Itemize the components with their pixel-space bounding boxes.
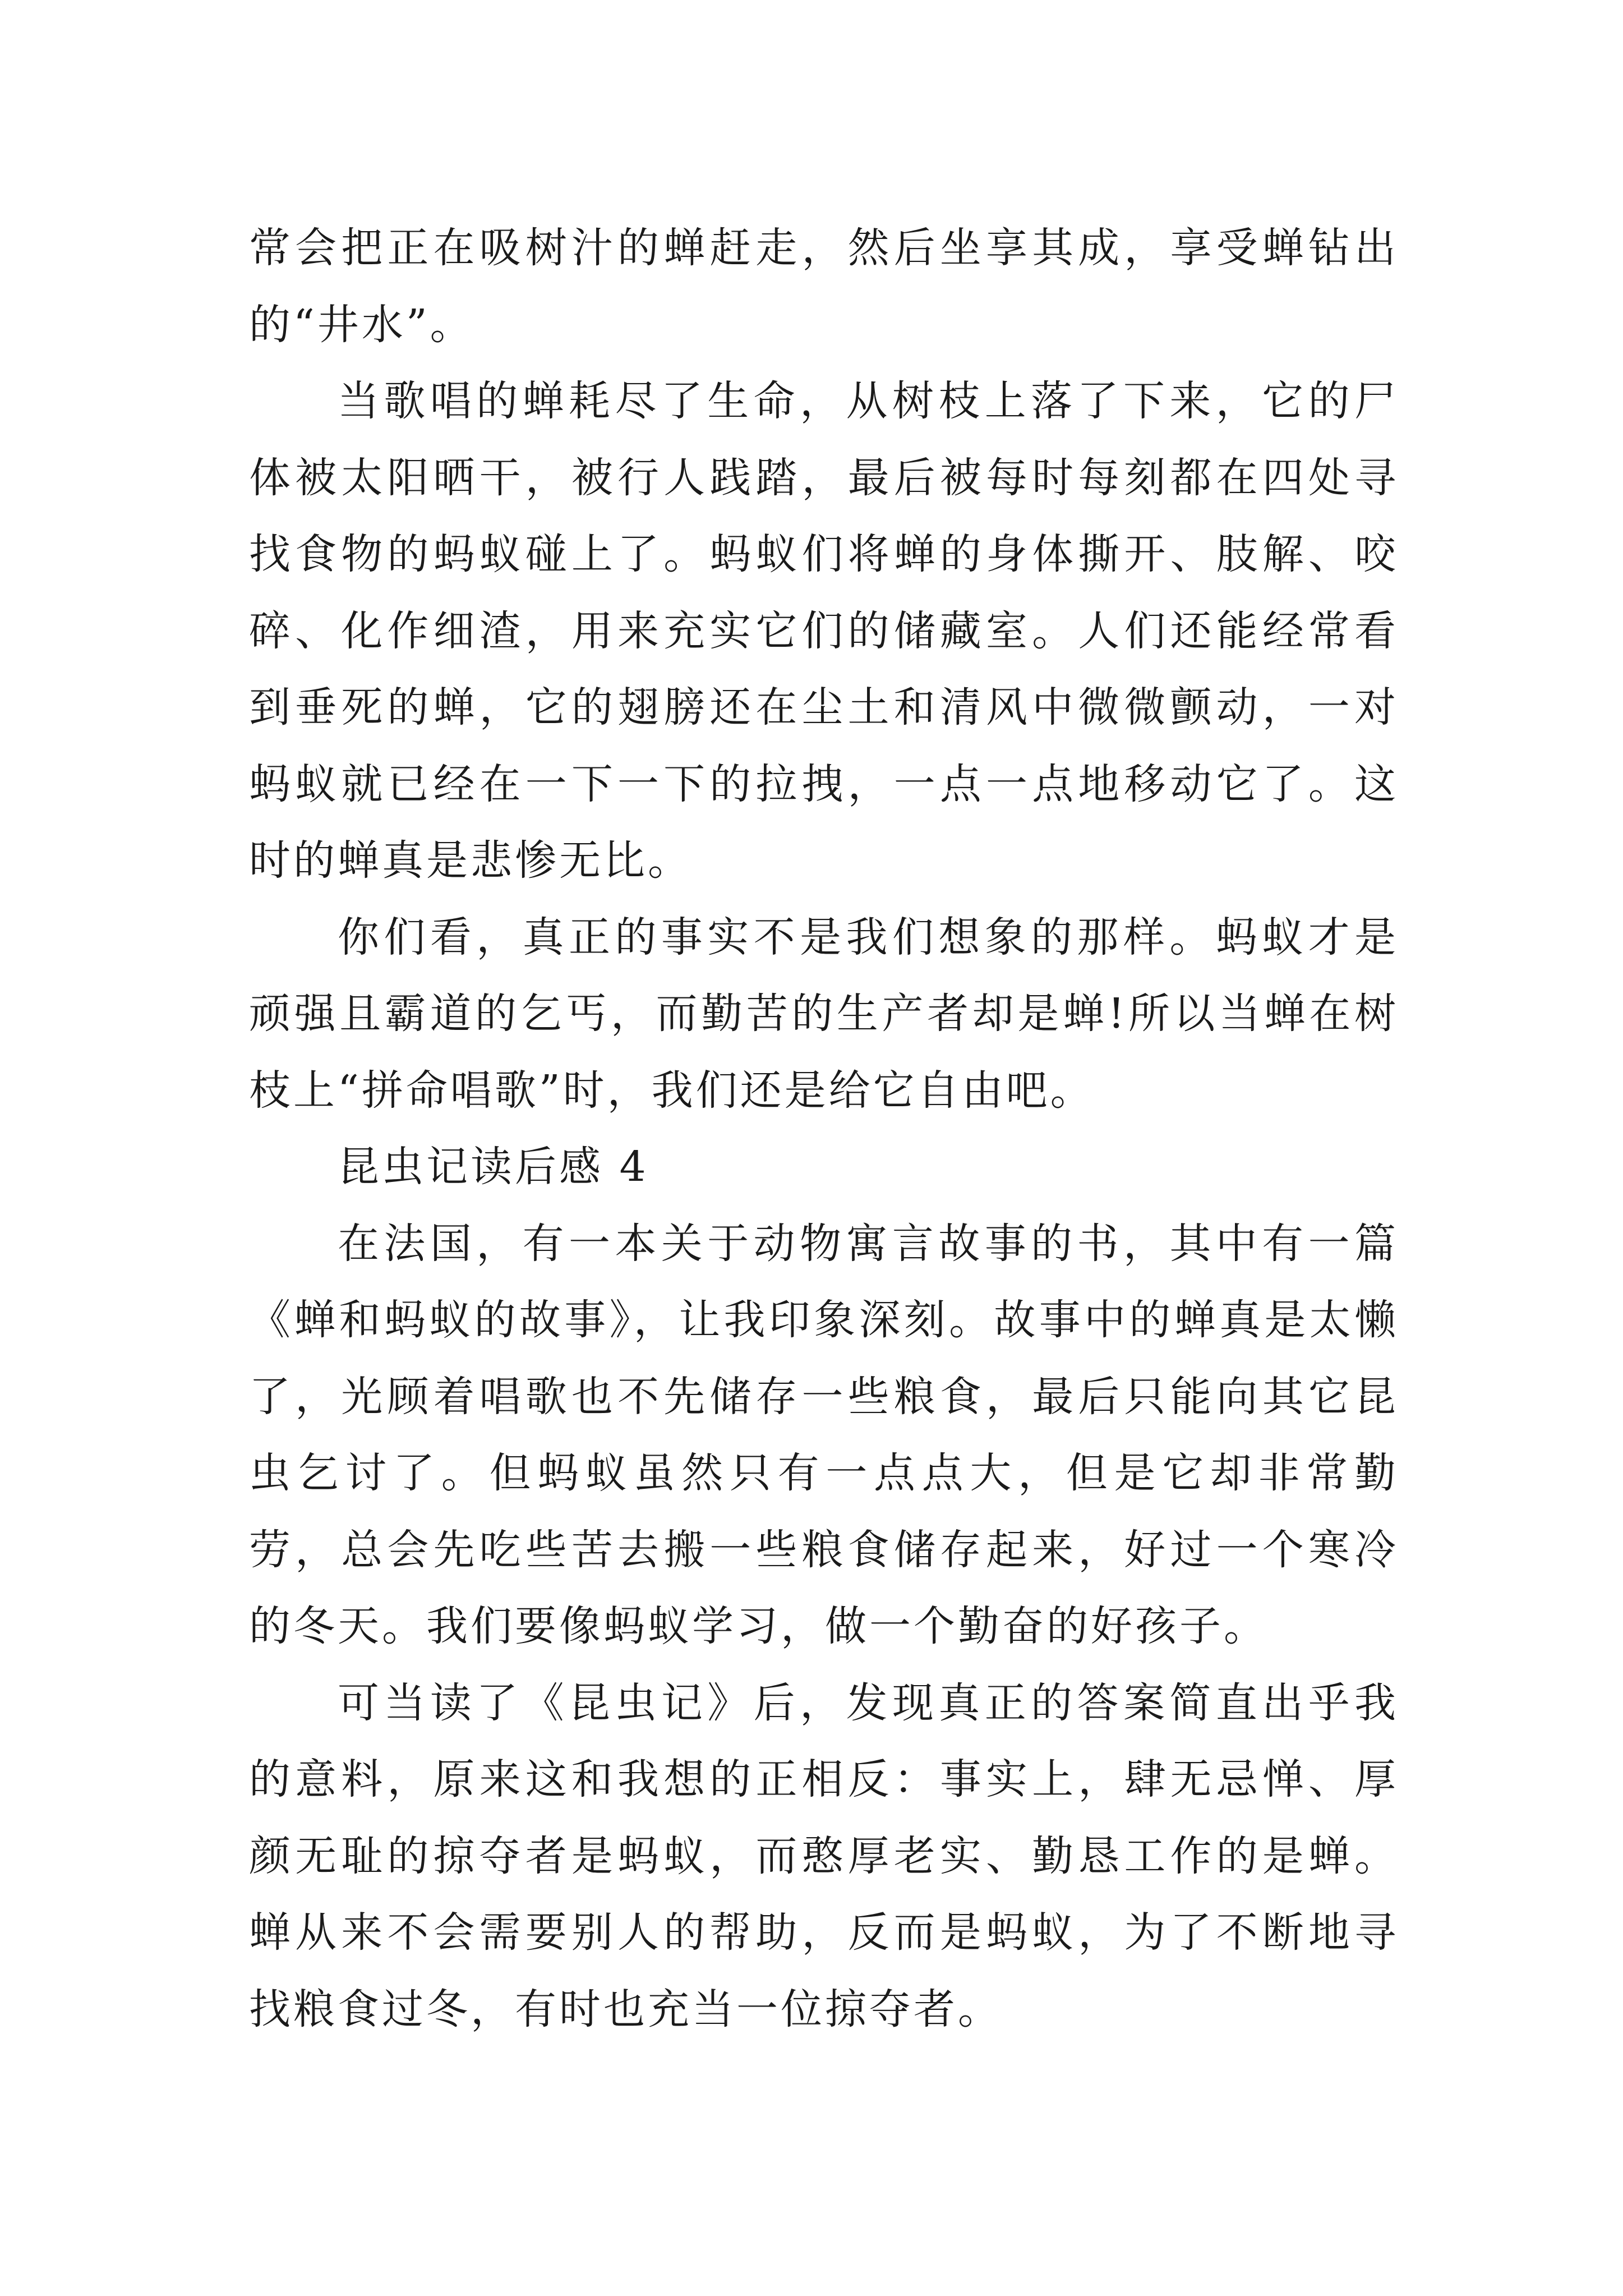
paragraph-cicada-death: 当歌唱的蝉耗尽了生命，从树枝上落了下来，它的尸体被太阳晒干，被行人践踏，最后被每时每刻都在四处寻找食物的蚂蚁碰上了。蚂蚁们将蝉的身体撕开、肢解、咬碎、化作细渣，用来充实它们的储藏室。人们还能经常看到垂死的蝉，它的翅膀还在尘土和清风中微微颤动，一对蚂蚁就已经在一下一下的拉拽，一点一点地移动它了。这时的蝉真是悲惨无比。 — [249, 377, 1399, 885]
paragraph-conclusion: 你们看，真正的事实不是我们想象的那样。蚂蚁才是顽强且霸道的乞丐，而勤苦的生产者却是蝉!所以当蝉在树枝上“拼命唱歌”时，我们还是给它自由吧。 — [249, 913, 1399, 1115]
section-heading: 昆虫记读后感 4 — [338, 1143, 649, 1191]
document-body — [249, 210, 1399, 2047]
paragraph-fable: 在法国，有一本关于动物寓言故事的书，其中有一篇《蝉和蚂蚁的故事》，让我印象深刻。故事中的蝉真是太懒了，光顾着唱歌也不先储存一些粮食，最后只能向其它昆虫乞讨了。但蚂蚁虽然只有一点点大，但是它却非常勤劳，总会先吃些苦去搬一些粮食储存起来，好过一个寒冷的冬天。我们要像蚂蚁学习，做一个勤奋的好孩子。 — [249, 1219, 1399, 1650]
paragraph-continuation: 常会把正在吸树汁的蝉赶走，然后坐享其成，享受蝉钻出的“井水”。 — [249, 224, 1399, 349]
paragraph-insect-book: 可当读了《昆虫记》后，发现真正的答案简直出乎我的意料，原来这和我想的正相反：事实上，肆无忌惮、厚颜无耻的掠夺者是蚂蚁，而憨厚老实、勤恳工作的是蝉。蝉从来不会需要别人的帮助，反而是蚂蚁，为了不断地寻找粮食过冬，有时也充当一位掠夺者。 — [249, 1678, 1399, 2033]
